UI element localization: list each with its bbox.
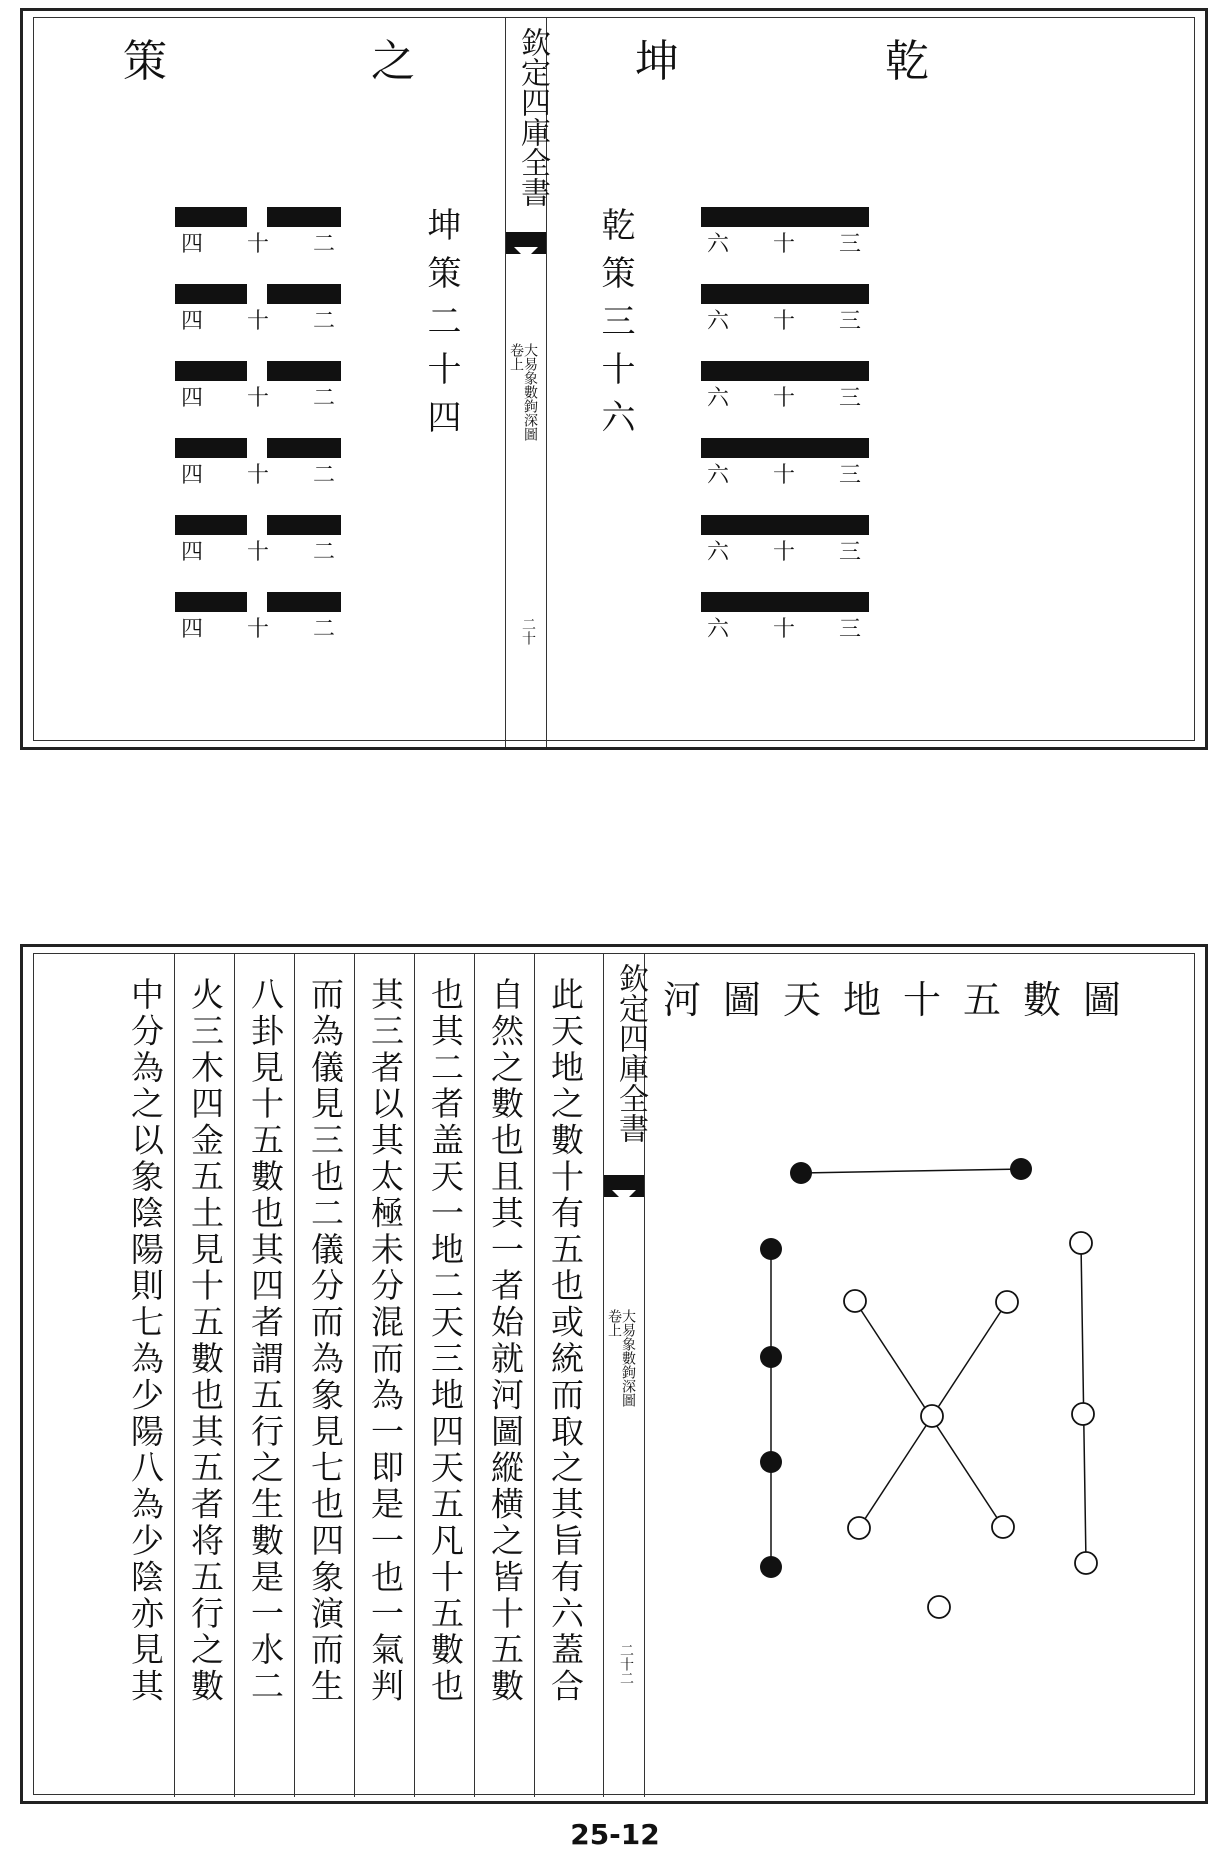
kun-hexagram bbox=[175, 207, 345, 647]
line-count-label: 十 bbox=[773, 386, 796, 411]
line-count-label: 四 bbox=[181, 386, 204, 411]
diagram-title: 河圖天地十五數圖 bbox=[663, 978, 1144, 1022]
black-dot bbox=[790, 1162, 812, 1184]
title-kun: 坤 bbox=[635, 36, 679, 87]
yin-line-right bbox=[267, 207, 341, 227]
gutter-volume: 卷上 bbox=[508, 343, 524, 371]
white-dot bbox=[844, 1290, 866, 1312]
title-ce: 策 bbox=[123, 36, 167, 87]
bottom-gutter bbox=[603, 953, 648, 1797]
yin-line-left bbox=[175, 207, 247, 227]
qian-hexagram bbox=[701, 207, 871, 647]
line-count-label: 二 bbox=[313, 232, 336, 257]
line-count-label: 四 bbox=[181, 540, 204, 565]
gutter-book-title-2: 欽定四庫全書 bbox=[613, 963, 648, 1143]
line-count-label: 三 bbox=[839, 463, 862, 488]
line-count-label: 三 bbox=[839, 617, 862, 642]
line-count-label: 四 bbox=[181, 463, 204, 488]
line-count-label: 十 bbox=[247, 386, 270, 411]
yang-line bbox=[701, 438, 869, 458]
line-count-label: 二 bbox=[313, 463, 336, 488]
yang-line bbox=[701, 515, 869, 535]
column-rule bbox=[414, 953, 415, 1797]
line-count-label: 十 bbox=[247, 540, 270, 565]
line-count-label: 四 bbox=[181, 309, 204, 334]
title-qian: 乾 bbox=[885, 36, 929, 87]
page-footer-number: 25-12 bbox=[570, 1818, 660, 1851]
bottom-page bbox=[20, 944, 1208, 1804]
yin-line-right bbox=[267, 592, 341, 612]
line-count-label: 十 bbox=[773, 540, 796, 565]
line-count-label: 六 bbox=[707, 463, 730, 488]
line-count-label: 六 bbox=[707, 309, 730, 334]
link-top bbox=[801, 1169, 1021, 1173]
text-column: 自然之數也且其一者始就河圖縱横之皆十五數 bbox=[486, 977, 525, 1705]
text-column: 其三者以其太極未分混而為一即是一也一氣判 bbox=[366, 977, 405, 1705]
line-count-label: 三 bbox=[839, 540, 862, 565]
line-count-label: 十 bbox=[773, 309, 796, 334]
line-count-label: 六 bbox=[707, 386, 730, 411]
gutter-work-title: 大易象數鉤深圖 bbox=[522, 343, 538, 441]
fish-tail-notch-2 bbox=[612, 1190, 636, 1202]
column-rule bbox=[474, 953, 475, 1797]
line-count-label: 二 bbox=[313, 386, 336, 411]
text-column: 而為儀見三也二儀分而為象見七也四象演而生 bbox=[306, 977, 345, 1705]
white-dot bbox=[921, 1405, 943, 1427]
line-count-label: 六 bbox=[707, 232, 730, 257]
line-count-label: 二 bbox=[313, 540, 336, 565]
gutter-work-title-2: 大易象數鉤深圖 bbox=[620, 1309, 636, 1407]
column-rule bbox=[294, 953, 295, 1797]
white-dot bbox=[1072, 1403, 1094, 1425]
column-rule bbox=[534, 953, 535, 1797]
yin-line-left bbox=[175, 592, 247, 612]
yin-line-left bbox=[175, 361, 247, 381]
text-column: 八卦見十五數也其四者謂五行之生數是一水二 bbox=[246, 977, 285, 1705]
black-dot bbox=[760, 1556, 782, 1578]
column-rule bbox=[234, 953, 235, 1797]
line-count-label: 十 bbox=[247, 309, 270, 334]
white-dot bbox=[1070, 1232, 1092, 1254]
white-dot bbox=[1075, 1552, 1097, 1574]
white-dot bbox=[848, 1517, 870, 1539]
top-page bbox=[20, 8, 1208, 750]
yang-line bbox=[701, 592, 869, 612]
black-dot bbox=[760, 1451, 782, 1473]
text-column: 中分為之以象陰陽則七為少陽八為少陰亦見其 bbox=[126, 977, 165, 1705]
text-column: 也其二者盖天一地二天三地四天五凡十五數也 bbox=[426, 977, 465, 1705]
line-count-label: 十 bbox=[247, 463, 270, 488]
black-dot bbox=[760, 1238, 782, 1260]
gutter-page-number-2: 二十二 bbox=[618, 1643, 634, 1685]
text-column: 火三木四金五土見十五數也其五者将五行之數 bbox=[186, 977, 225, 1705]
line-count-label: 四 bbox=[181, 232, 204, 257]
yang-line bbox=[701, 207, 869, 227]
line-count-label: 十 bbox=[773, 617, 796, 642]
yin-line-left bbox=[175, 515, 247, 535]
yin-line-right bbox=[267, 438, 341, 458]
top-gutter bbox=[505, 17, 550, 747]
line-count-label: 二 bbox=[313, 309, 336, 334]
black-dot bbox=[760, 1346, 782, 1368]
yin-line-right bbox=[267, 284, 341, 304]
line-count-label: 二 bbox=[313, 617, 336, 642]
kun-ce-label: 坤策二十四 bbox=[421, 207, 461, 447]
line-count-label: 六 bbox=[707, 617, 730, 642]
white-dot bbox=[996, 1291, 1018, 1313]
line-count-label: 三 bbox=[839, 386, 862, 411]
column-rule bbox=[354, 953, 355, 1797]
yin-line-left bbox=[175, 438, 247, 458]
white-dot bbox=[928, 1596, 950, 1618]
gutter-page-number: 二十 bbox=[520, 617, 536, 645]
column-rule bbox=[174, 953, 175, 1797]
yin-line-right bbox=[267, 361, 341, 381]
line-count-label: 十 bbox=[773, 463, 796, 488]
title-zhi: 之 bbox=[371, 36, 415, 87]
he-tu-diagram bbox=[643, 1047, 1183, 1787]
white-dot bbox=[992, 1516, 1014, 1538]
line-count-label: 六 bbox=[707, 540, 730, 565]
line-count-label: 四 bbox=[181, 617, 204, 642]
fish-tail-notch bbox=[514, 247, 538, 259]
line-count-label: 十 bbox=[247, 617, 270, 642]
yin-line-right bbox=[267, 515, 341, 535]
gutter-volume-2: 卷上 bbox=[606, 1309, 622, 1337]
gutter-book-title: 欽定四庫全書 bbox=[515, 27, 550, 207]
qian-ce-label: 乾策三十六 bbox=[595, 207, 635, 447]
black-dot bbox=[1010, 1158, 1032, 1180]
yang-line bbox=[701, 361, 869, 381]
line-count-label: 十 bbox=[773, 232, 796, 257]
line-count-label: 三 bbox=[839, 309, 862, 334]
text-block bbox=[39, 953, 595, 1797]
yang-line bbox=[701, 284, 869, 304]
text-column: 此天地之數十有五也或統而取之其旨有六蓋合 bbox=[546, 977, 585, 1705]
line-count-label: 三 bbox=[839, 232, 862, 257]
yin-line-left bbox=[175, 284, 247, 304]
line-count-label: 十 bbox=[247, 232, 270, 257]
